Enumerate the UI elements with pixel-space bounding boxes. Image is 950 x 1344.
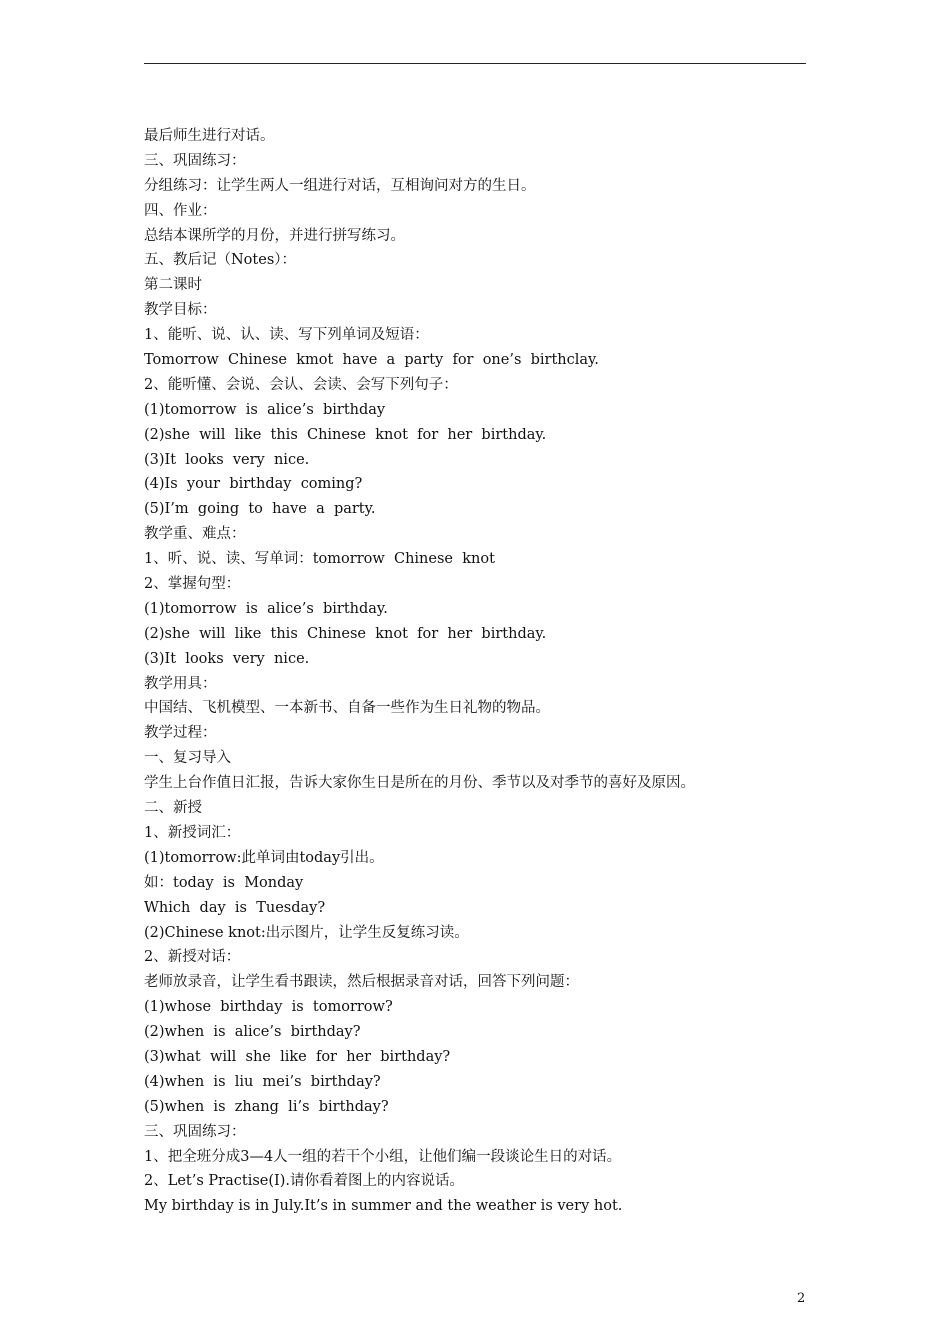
body-line: Which day is Tuesday? [144,899,326,916]
body-line: 2、Let’s Practise(I).请你看着图上的内容说话。 [144,1173,465,1190]
body-line: 2、掌握句型： [144,576,241,593]
body-line: 如：today is Monday [144,874,304,891]
body-line: 分组练习：让学生两人一组进行对话，互相询问对方的生日。 [144,177,536,194]
question-item: (2)when is alice’s birthday? [144,1024,361,1041]
question-item: (5)when is zhang li’s birthday? [144,1098,389,1115]
section-heading: 三、巩固练习： [144,152,246,169]
body-line: 总结本课所学的月份，并进行拼写练习。 [144,227,405,244]
section-heading: 三、巩固练习： [144,1123,246,1140]
body-line: My birthday is in July.It’s in summer and the weather is very hot. [144,1198,623,1215]
body-line: 1、新授词汇： [144,824,241,841]
body-line: 1、能听、说、认、读、写下列单词及短语： [144,327,429,344]
section-heading: 一、复习导入 [144,750,231,767]
sentence-item: (4)Is your birthday coming? [144,476,363,493]
body-line: 学生上台作值日汇报，告诉大家你生日是所在的月份、季节以及对季节的喜好及原因。 [144,775,695,792]
question-item: (1)whose birthday is tomorrow? [144,999,393,1016]
body-line: 最后师生进行对话。 [144,128,275,144]
document-body [144,124,824,1219]
page-number: 2 [797,1291,806,1306]
vocabulary-line: Tomorrow Chinese kmot have a party for one’s birthclay. [144,352,599,369]
body-line: 1、听、说、读、写单词：tomorrow Chinese knot [144,551,495,568]
sentence-item: (2)she will like this Chinese knot for her birthday. [144,426,547,443]
sentence-item: (3)It looks very nice. [144,650,310,667]
section-heading: 教学目标： [144,302,217,319]
body-line: 1、把全班分成3—4人一组的若干个小组，让他们编一段谈论生日的对话。 [144,1148,622,1165]
question-item: (3)what will she like for her birthday? [144,1048,451,1065]
body-line: 老师放录音，让学生看书跟读，然后根据录音对话，回答下列问题： [144,974,579,991]
section-heading: 教学用具： [144,675,217,692]
body-line: 2、新授对话： [144,949,241,966]
sentence-item: (1)tomorrow is alice’s birthday. [144,600,388,617]
sentence-item: (2)she will like this Chinese knot for her birthday. [144,625,547,642]
body-line: 中国结、飞机模型、一本新书、自备一些作为生日礼物的物品。 [144,700,550,717]
sentence-item: (3)It looks very nice. [144,451,310,468]
lesson-title: 第二课时 [144,277,202,294]
section-heading: 五、教后记（Notes）： [144,252,297,269]
header-rule [144,63,806,64]
body-line: 2、能听懂、会说、会认、会读、会写下列句子： [144,376,458,393]
body-line: (2)Chinese knot:出示图片，让学生反复练习读。 [144,924,469,941]
sentence-item: (5)I’m going to have a party. [144,501,376,518]
sentence-item: (1)tomorrow is alice’s birthday [144,401,386,418]
section-heading: 四、作业： [144,202,217,219]
section-heading: 教学重、难点： [144,526,246,543]
section-heading: 二、新授 [144,800,202,817]
body-line: (1)tomorrow:此单词由today引出。 [144,849,384,866]
section-heading: 教学过程： [144,725,217,742]
question-item: (4)when is liu mei’s birthday? [144,1073,381,1090]
